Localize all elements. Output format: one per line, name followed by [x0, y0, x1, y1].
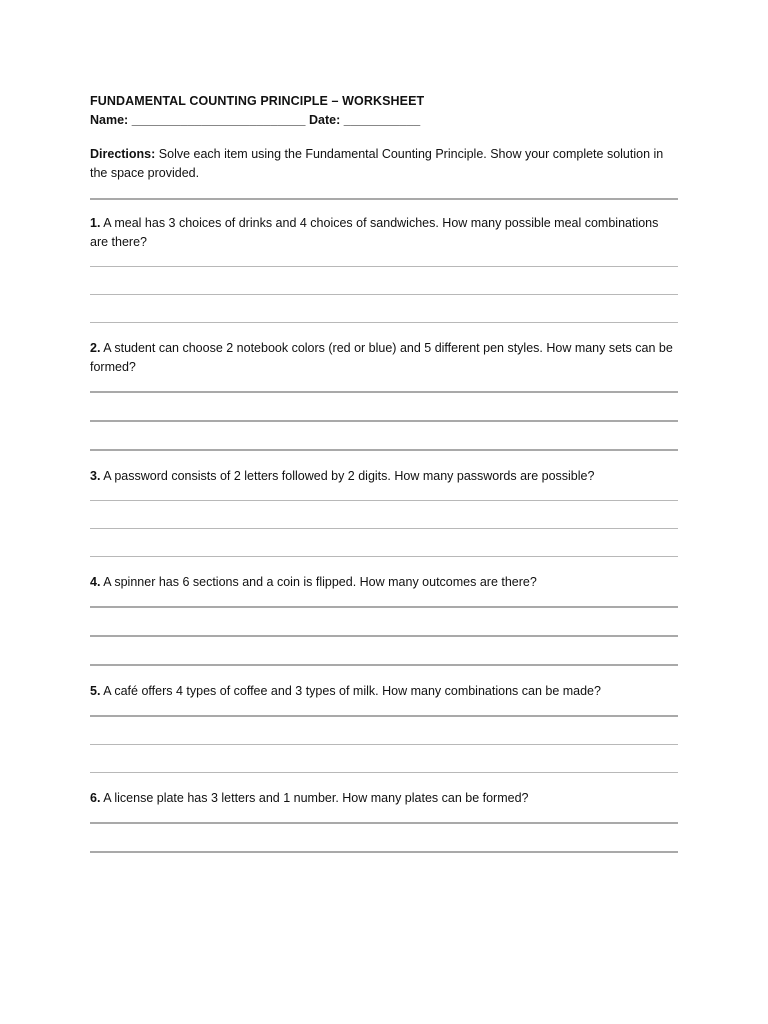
question-number: 6.: [90, 791, 101, 805]
question-text: A license plate has 3 letters and 1 number. How many plates can be formed?: [103, 791, 529, 805]
worksheet-page: [90, 93, 678, 853]
answer-line: [90, 635, 678, 637]
answer-line: [90, 322, 678, 323]
answer-line: [90, 294, 678, 295]
name-blank: _________________________: [131, 113, 306, 127]
question-number: 3.: [90, 469, 101, 483]
answer-line: [90, 556, 678, 557]
directions-label: Directions:: [90, 147, 156, 161]
answer-line: [90, 664, 678, 666]
answer-line: [90, 391, 678, 393]
date-blank: ___________: [343, 113, 421, 127]
answer-line: [90, 449, 678, 451]
answer-line: [90, 822, 678, 824]
question-text: A student can choose 2 notebook colors (red or blue) and 5 different pen styles. How many sets can be formed?: [90, 341, 673, 374]
question-2: [90, 339, 678, 377]
answer-line: [90, 266, 678, 267]
name-date-line: [90, 112, 678, 128]
question-number: 5.: [90, 684, 101, 698]
date-label: Date:: [309, 113, 341, 127]
answer-lines-4: [90, 606, 678, 666]
answer-lines-6: [90, 822, 678, 853]
answer-line: [90, 744, 678, 745]
answer-lines-3: [90, 500, 678, 557]
question-6: [90, 789, 678, 808]
question-text: A password consists of 2 letters followed by 2 digits. How many passwords are possible?: [103, 469, 595, 483]
section-divider: [90, 198, 678, 200]
question-number: 4.: [90, 575, 101, 589]
worksheet-title: FUNDAMENTAL COUNTING PRINCIPLE – WORKSHEET: [90, 94, 425, 108]
answer-lines-1: [90, 266, 678, 323]
answer-line: [90, 715, 678, 717]
question-4: [90, 573, 678, 592]
question-1: [90, 214, 678, 252]
answer-lines-2: [90, 391, 678, 451]
question-number: 1.: [90, 216, 101, 230]
answer-line: [90, 851, 678, 853]
answer-lines-5: [90, 715, 678, 773]
question-number: 2.: [90, 341, 101, 355]
name-label: Name:: [90, 113, 129, 127]
answer-line: [90, 500, 678, 501]
directions: [90, 145, 678, 183]
answer-line: [90, 606, 678, 608]
answer-line: [90, 528, 678, 529]
answer-line: [90, 420, 678, 422]
question-text: A café offers 4 types of coffee and 3 types of milk. How many combinations can be made?: [103, 684, 601, 698]
question-5: [90, 682, 678, 701]
question-text: A spinner has 6 sections and a coin is flipped. How many outcomes are there?: [103, 575, 537, 589]
answer-line: [90, 772, 678, 773]
question-3: [90, 467, 678, 486]
directions-text: Solve each item using the Fundamental Counting Principle. Show your complete solution in the space provided.: [90, 147, 664, 180]
question-text: A meal has 3 choices of drinks and 4 choices of sandwiches. How many possible meal combinations are there?: [90, 216, 659, 249]
